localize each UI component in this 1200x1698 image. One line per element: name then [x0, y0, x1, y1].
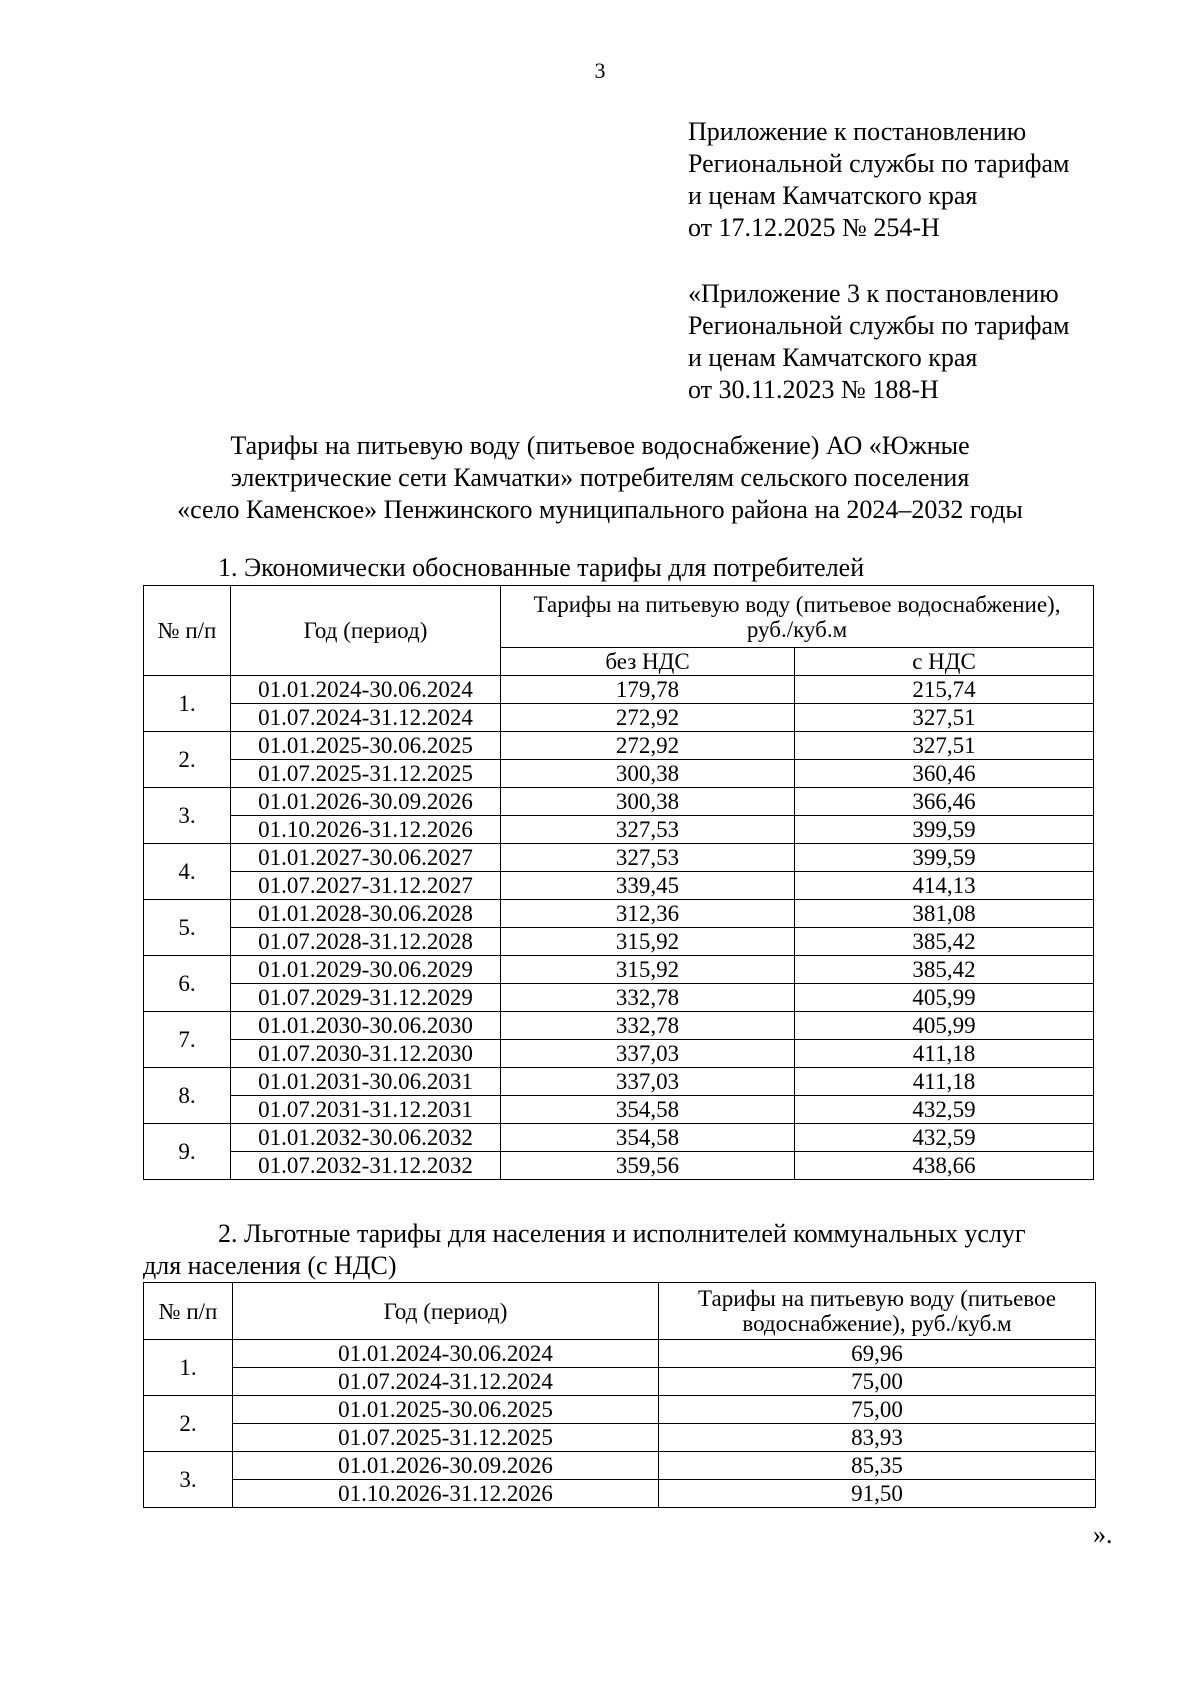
col-header-tariff-line2: руб./куб.м [746, 616, 848, 642]
appendix-line: Приложение к постановлению [688, 117, 1027, 146]
economic-tariffs-table [143, 585, 1094, 1180]
section2-heading-line2: для населения (с НДС) [143, 1251, 397, 1280]
period-cell: 01.07.2025-31.12.2025 [233, 1424, 659, 1452]
table-row [144, 732, 1094, 760]
table-row [144, 816, 1094, 844]
period-cell: 01.01.2024-30.06.2024 [233, 1340, 659, 1368]
preferential-tariffs-body [144, 1340, 1096, 1508]
table-row [144, 844, 1094, 872]
period-cell: 01.01.2029-30.06.2029 [231, 956, 501, 984]
tariff-value-cell: 405,99 [795, 984, 1094, 1012]
tariff-value-cell: 399,59 [795, 816, 1094, 844]
col-header-tariff [501, 586, 1094, 648]
table-row [144, 984, 1094, 1012]
tariff-value-cell: 432,59 [795, 1124, 1094, 1152]
period-cell: 01.01.2026-30.09.2026 [231, 788, 501, 816]
col-header-tariff-line1: Тарифы на питьевую воду (питьевое [698, 1286, 1056, 1311]
tariff-value-cell: 385,42 [795, 928, 1094, 956]
table-row [144, 760, 1094, 788]
period-cell: 01.01.2028-30.06.2028 [231, 900, 501, 928]
tariff-value-cell: 315,92 [501, 956, 795, 984]
table-row [144, 1340, 1096, 1368]
tariff-value-cell: 385,42 [795, 956, 1094, 984]
economic-tariffs-body [144, 676, 1094, 1180]
table-row [144, 900, 1094, 928]
table-row [144, 1396, 1096, 1424]
title-line: электрические сети Камчатки» потребителям сельского поселения [230, 463, 970, 492]
title-line: «село Каменское» Пенжинского муниципального района на 2024–2032 годы [177, 495, 1023, 524]
tariff-value-cell: 332,78 [501, 1012, 795, 1040]
row-number-cell: 1. [144, 1340, 233, 1396]
tariff-value-cell: 83,93 [659, 1424, 1096, 1452]
period-cell: 01.07.2028-31.12.2028 [231, 928, 501, 956]
tariff-value-cell: 300,38 [501, 760, 795, 788]
tariff-value-cell: 215,74 [795, 676, 1094, 704]
tariff-value-cell: 339,45 [501, 872, 795, 900]
table-row [144, 1480, 1096, 1508]
period-cell: 01.01.2024-30.06.2024 [231, 676, 501, 704]
tariff-value-cell: 327,53 [501, 844, 795, 872]
period-cell: 01.01.2027-30.06.2027 [231, 844, 501, 872]
period-cell: 01.07.2030-31.12.2030 [231, 1040, 501, 1068]
row-number-cell: 2. [144, 1396, 233, 1452]
table-row [144, 1096, 1094, 1124]
tariff-value-cell: 405,99 [795, 1012, 1094, 1040]
table-row [144, 676, 1094, 704]
period-cell: 01.01.2026-30.09.2026 [233, 1452, 659, 1480]
tariff-value-cell: 272,92 [501, 732, 795, 760]
row-number-cell: 6. [144, 956, 231, 1012]
period-cell: 01.01.2025-30.06.2025 [231, 732, 501, 760]
tariff-value-cell: 360,46 [795, 760, 1094, 788]
tariff-value-cell: 411,18 [795, 1040, 1094, 1068]
row-number-cell: 2. [144, 732, 231, 788]
tariff-value-cell: 75,00 [659, 1396, 1096, 1424]
table-row [144, 1424, 1096, 1452]
section1-heading: 1. Экономически обоснованные тарифы для потребителей [218, 553, 865, 582]
title-line: Тарифы на питьевую воду (питьевое водоснабжение) АО «Южные [230, 431, 970, 460]
tariff-value-cell: 366,46 [795, 788, 1094, 816]
tariff-value-cell: 272,92 [501, 704, 795, 732]
tariff-value-cell: 337,03 [501, 1040, 795, 1068]
tariff-value-cell: 327,51 [795, 704, 1094, 732]
table-row [144, 1452, 1096, 1480]
appendix-line: Региональной службы по тарифам [688, 311, 1070, 340]
period-cell: 01.07.2025-31.12.2025 [231, 760, 501, 788]
tariff-value-cell: 179,78 [501, 676, 795, 704]
section2-heading-line1: 2. Льготные тарифы для населения и исполнителей коммунальных услуг [218, 1219, 1026, 1248]
col-header-tariff [659, 1283, 1096, 1340]
row-number-cell: 9. [144, 1124, 231, 1180]
period-cell: 01.10.2026-31.12.2026 [233, 1480, 659, 1508]
document-title [100, 430, 1100, 526]
row-number-cell: 3. [144, 1452, 233, 1508]
period-cell: 01.07.2029-31.12.2029 [231, 984, 501, 1012]
row-number-cell: 7. [144, 1012, 231, 1068]
appendix-original-block [688, 278, 1069, 406]
appendix-line: от 30.11.2023 № 188-Н [688, 375, 939, 404]
tariff-value-cell: 69,96 [659, 1340, 1096, 1368]
tariff-value-cell: 438,66 [795, 1152, 1094, 1180]
col-header-vat: с НДС [795, 648, 1094, 676]
appendix-line: Региональной службы по тарифам [688, 149, 1070, 178]
closing-quote-mark: ». [1093, 1520, 1113, 1549]
col-header-tariff-line2: водоснабжение), руб./куб.м [742, 1311, 1012, 1336]
appendix-line: «Приложение 3 к постановлению [688, 279, 1059, 308]
tariff-value-cell: 354,58 [501, 1124, 795, 1152]
tariff-value-cell: 399,59 [795, 844, 1094, 872]
table-row [144, 1068, 1094, 1096]
period-cell: 01.01.2032-30.06.2032 [231, 1124, 501, 1152]
col-header-no-vat: без НДС [501, 648, 795, 676]
tariff-value-cell: 327,53 [501, 816, 795, 844]
table-row [144, 1368, 1096, 1396]
tariff-value-cell: 359,56 [501, 1152, 795, 1180]
period-cell: 01.07.2031-31.12.2031 [231, 1096, 501, 1124]
tariff-value-cell: 381,08 [795, 900, 1094, 928]
table-row [144, 1040, 1094, 1068]
tariff-value-cell: 300,38 [501, 788, 795, 816]
col-header-period: Год (период) [233, 1283, 659, 1340]
preferential-tariffs-table [143, 1282, 1096, 1508]
row-number-cell: 8. [144, 1068, 231, 1124]
row-number-cell: 3. [144, 788, 231, 844]
period-cell: 01.01.2030-30.06.2030 [231, 1012, 501, 1040]
appendix-line: и ценам Камчатского края [688, 181, 978, 210]
col-header-num: № п/п [144, 586, 231, 676]
period-cell: 01.01.2025-30.06.2025 [233, 1396, 659, 1424]
tariff-value-cell: 332,78 [501, 984, 795, 1012]
appendix-current-block [688, 116, 1069, 244]
tariff-value-cell: 354,58 [501, 1096, 795, 1124]
table-row [144, 704, 1094, 732]
col-header-num: № п/п [144, 1283, 233, 1340]
appendix-line: от 17.12.2025 № 254-Н [688, 213, 940, 242]
tariff-value-cell: 327,51 [795, 732, 1094, 760]
table-row [144, 872, 1094, 900]
table-row [144, 928, 1094, 956]
table-row [144, 956, 1094, 984]
tariff-value-cell: 411,18 [795, 1068, 1094, 1096]
row-number-cell: 4. [144, 844, 231, 900]
period-cell: 01.07.2024-31.12.2024 [233, 1368, 659, 1396]
tariff-value-cell: 91,50 [659, 1480, 1096, 1508]
row-number-cell: 5. [144, 900, 231, 956]
col-header-period: Год (период) [231, 586, 501, 676]
period-cell: 01.07.2027-31.12.2027 [231, 872, 501, 900]
row-number-cell: 1. [144, 676, 231, 732]
tariff-value-cell: 315,92 [501, 928, 795, 956]
table-row [144, 1124, 1094, 1152]
period-cell: 01.07.2024-31.12.2024 [231, 704, 501, 732]
period-cell: 01.01.2031-30.06.2031 [231, 1068, 501, 1096]
table-row [144, 1152, 1094, 1180]
tariff-value-cell: 75,00 [659, 1368, 1096, 1396]
period-cell: 01.10.2026-31.12.2026 [231, 816, 501, 844]
appendix-line: и ценам Камчатского края [688, 343, 978, 372]
page-number: 3 [594, 58, 606, 83]
tariff-value-cell: 312,36 [501, 900, 795, 928]
period-cell: 01.07.2032-31.12.2032 [231, 1152, 501, 1180]
tariff-value-cell: 337,03 [501, 1068, 795, 1096]
tariff-value-cell: 85,35 [659, 1452, 1096, 1480]
table-row [144, 1012, 1094, 1040]
col-header-tariff-line1: Тарифы на питьевую воду (питьевое водоснабжение), [533, 591, 1061, 617]
tariff-value-cell: 414,13 [795, 872, 1094, 900]
table-row [144, 788, 1094, 816]
tariff-value-cell: 432,59 [795, 1096, 1094, 1124]
